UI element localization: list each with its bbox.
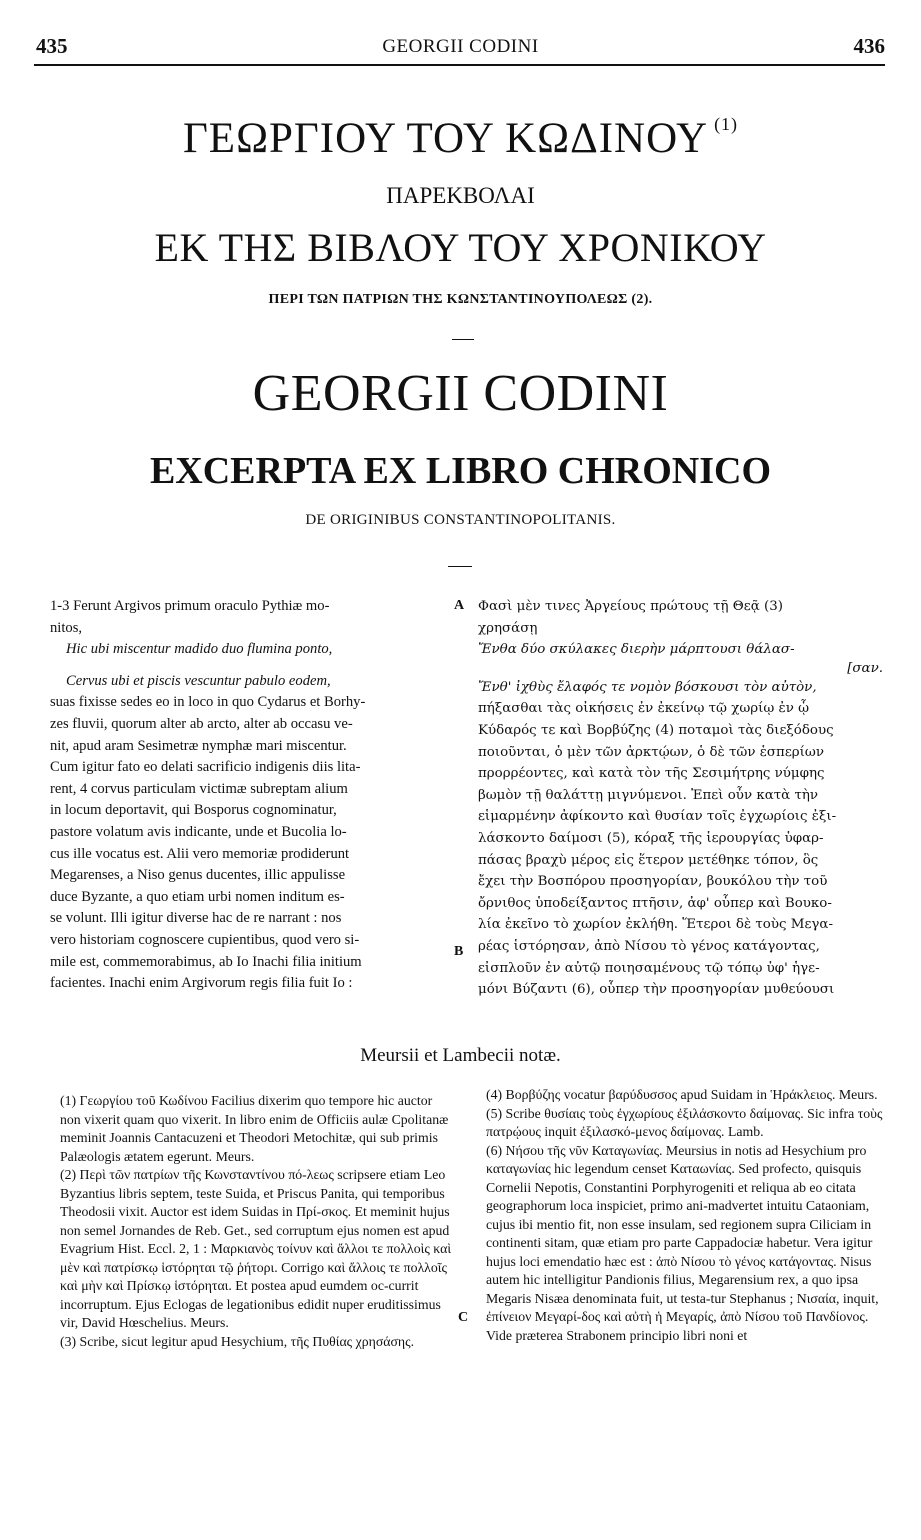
notes-heading: Meursii et Lambecii notæ. <box>360 1045 561 1066</box>
text-line: εἰσπλοῦν ἐν αὐτῷ ποιησαμένους τῷ τόπῳ ὑφ' ἡγε- <box>478 960 820 976</box>
text-line: πάσας βραχὺ μέρος εἰς ἕτερον μετέθηκε τόπον, ὃς <box>478 852 819 868</box>
greek-title-2: ΕΚ ΤΗΣ ΒΙΒΛΟΥ ΤΟΥ ΧΡΟΝΙΚΟΥ <box>154 225 767 270</box>
text-line: ἔχει τὴν Βοσπόρου προσηγορίαν, βουκόλου τὴν τοῦ <box>478 874 828 890</box>
divider-dash <box>452 339 474 340</box>
text-line: ὄρνιθος ὑποδείξαντος πτῆσιν, ἀφ' οὗπερ καὶ Βουκο- <box>478 895 832 911</box>
text-line: mile est, commemorabimus, ab Io Inachi filia initium <box>50 953 362 970</box>
verse-line: Cervus ubi et piscis vescuntur pabulo eodem, <box>66 672 331 689</box>
text-line: βωμὸν τῇ θαλάττῃ μιγνύμενοι. Ἐπεὶ οὖν κατὰ τὴν <box>478 787 819 803</box>
text-line: Κύδαρός τε καὶ Βορβύζης (4) ποταμοὶ τὰς διεξόδους <box>478 722 834 738</box>
latin-text-column <box>50 596 447 995</box>
text-line: cus ille vocatus est. Alii vero memoriæ prodiderunt <box>50 845 350 862</box>
margin-letter-c: C <box>458 1310 469 1325</box>
footnote: (1) Γεωργίου τοῦ Κωδίνου Facilius dixerim quo tempore hic auctor non vixerit quam quo vixerit. In libro enim de Officiis aulæ Cpolitanæ meminit Joannis Cantacuzeni et Theodori Metochitæ, qui sub primis Palæologis ætatem egerunt. Meurs. <box>60 1093 449 1164</box>
text-line: λάσκοντο δαίμοσι (5), κόραξ τῆς ἱερουργίας ὑφαρ- <box>478 830 824 846</box>
text-line: in locum deportavit, qui Bosporus cognominatur, <box>50 802 337 819</box>
text-line: 1-3 Ferunt Argivos primum oraculo Pythiæ mo- <box>50 598 330 614</box>
greek-text-column <box>478 596 883 1001</box>
latin-subtitle: DE ORIGINIBUS CONSTANTINOPOLITANIS. <box>305 512 616 528</box>
text-line: vero historiam cognoscere cupientibus, quod vero si- <box>50 931 360 948</box>
verse-line: Hic ubi miscentur madido duo flumina ponto, <box>66 641 333 658</box>
text-line: ρέας ἱστόρησαν, ἀπὸ Νίσου τὸ γένος κατάγοντας, <box>478 938 820 954</box>
text-line: μόνι Βύζαντι (6), οὗπερ τὴν προσηγορίαν μυθεύουσι <box>478 982 835 998</box>
text-line: εἱμαρμένην ἀφίκοντο καὶ θυσίαν τοῖς ἐγχωρίοις ἐξι- <box>478 809 837 825</box>
footnote: (5) Scribe θυσίαις τοὺς ἐγχωρίους ἐξιλάσκοντο δαίμονας. Sic infra τοὺς πατρῴους inquit ἐξιλασκό-μενος δαίμονας. Lamb. <box>486 1105 883 1139</box>
footnote: (4) Βορβύζης vocatur βαρύδυσσος apud Suidam in Ἡράκλειος. Meurs. <box>486 1087 878 1102</box>
right-page-number: 436 <box>853 34 885 58</box>
greek-subtitle-2: ΠΕΡΙ ΤΩΝ ΠΑΤΡΙΩΝ ΤΗΣ ΚΩΝΣΤΑΝΤΙΝΟΥΠΟΛΕΩΣ (2). <box>268 292 653 307</box>
text-line: Megarenses, a Niso genus ducentes, illic appulisse <box>50 867 346 884</box>
margin-letter-b: B <box>454 944 464 959</box>
text-line: ποιοῦνται, ὁ μὲν τῶν ἀρκτῴων, ὁ δὲ τῶν ἑσπερίων <box>478 744 824 760</box>
verse-gap <box>50 661 447 671</box>
text-line: λία ἐκεῖνο τὸ χωρίον ἐκλήθη. Ἕτεροι δὲ τοὺς Μεγα- <box>478 917 833 933</box>
running-title: GEORGII CODINI <box>382 36 539 57</box>
text-line: nit, apud aram Sesimetræ nymphæ mari miscentur. <box>50 737 347 754</box>
greek-title-footnote-ref: (1) <box>714 114 739 134</box>
text-line: se volunt. Illi igitur diverse hac de re narrant : nos <box>50 910 342 927</box>
text-line: προρρέοντες, καὶ κατὰ τὸν τῆς Σεσιμήτρης νύμφης <box>478 766 825 782</box>
text-line: pastore volatum avis indicante, unde et Bucolia lo- <box>50 823 347 840</box>
running-head <box>36 34 885 58</box>
latin-title-2: EXCERPTA EX LIBRO CHRONICO <box>149 450 772 492</box>
text-line: Φασὶ μὲν τινες Ἀργείους πρώτους τῇ Θεᾷ (3) <box>478 599 783 614</box>
greek-subtitle: ΠΑΡΕΚΒΟΛΑΙ <box>386 183 535 208</box>
text-line: Cum igitur fato eo delati sacrificio indigenis diis lita- <box>50 759 361 776</box>
text-line: πήξασθαι τὰς οἰκήσεις ἐν ἐκείνῳ τῷ χωρίῳ ἐν ᾧ <box>478 701 810 717</box>
verse-line: Ἔνθ' ἰχθὺς ἔλαφός τε νομὸν βόσκουσι τὸν αὐτὸν, <box>478 679 817 695</box>
footnote: (6) Νήσου τῆς νῦν Καταγωνίας. Meursius in notis ad Hesychium pro καταγωνίας hic legendum censet Καταωνίας. Sed profecto, quisquis Cornelii Nepotis, Constantini Porphyrogeniti et reliqua ab eo citata geographorum loca inspiciet, primo ani-madvertet intuitu Cataoniam, cujus ibi mentio fit, non esse insulam, sed regionem supra Ciliciam in continenti sitam, quæ etiam pro parte Cappadociæ habetur. Vera igitur hujus loci emendatio hæc est : ἀπὸ Νίσου τὸ γένος κατάγοντας. Nisus autem hic intelligitur Pandionis filius, Megarensium rex, a quo ipsa Megaris Nisæa denominata fuit, ut testa-tur Stephanus ; Νισαία, inquit, ἐπίνειον Μεγαρί-δος καὶ αὐτὴ ἡ Μεγαρίς, ἀπὸ Νίσου τοῦ Πανδίονος. Vide præterea Strabonem principio libri noni et <box>486 1142 879 1343</box>
greek-title <box>0 115 921 160</box>
verse-continuation: [σαν. <box>847 660 883 676</box>
text-line: facientes. Inachi enim Argivorum regis filia fuit Io : <box>50 975 353 992</box>
notes-right-column <box>486 1086 886 1345</box>
notes-left-column <box>60 1092 452 1351</box>
text-line: zes fluvii, quorum alter ab arcto, alter ab occasu ve- <box>50 715 353 732</box>
text-line: duce Byzante, a quo etiam urbi nomen inditum es- <box>50 888 345 905</box>
verse-line: Ἔνθα δύο σκύλακες διερὴν μάρπτουσι θάλασ- <box>478 642 795 658</box>
text-line: nitos, <box>50 619 83 636</box>
header-rule <box>34 64 885 66</box>
greek-title-text: ΓΕΩΡΓΙΟΥ ΤΟΥ ΚΩΔΙΝΟΥ <box>182 115 709 162</box>
text-line: χρησάσῃ <box>478 620 538 636</box>
divider-dash <box>448 566 472 567</box>
margin-letter-a: A <box>454 598 465 613</box>
footnote: (3) Scribe, sicut legitur apud Hesychium, τῆς Πυθίας χρησάσης. <box>60 1333 415 1349</box>
latin-title: GEORGII CODINI <box>252 365 669 422</box>
left-page-number: 435 <box>36 34 68 58</box>
text-line: suas fixisse sedes eo in loco in quo Cydarus et Borhy- <box>50 694 366 711</box>
text-line: rent, 4 corvus particulam victimæ subreptam alium <box>50 780 348 797</box>
footnote: (2) Περὶ τῶν πατρίων τῆς Κωνσταντίνου πό-λεως scripsere etiam Leo Byzantius libris septem, teste Suida, et Priscus Panita, qui temporibus Theodosii vixit. Auctor est idem Suidas in Πρί-σκος. Et meminit hujus non semel Jornandes de Reb. Get., sed corruptum ejus nomen est apud Evagrium Hist. Eccl. 2, 1 : Μαρκιανὸς τοίνυν καὶ ἄλλοι τε πολλοὶς καὶ μὲν καὶ πατρίσκῳ ἱστόρηται τῷ ῥήτορι. Corrigo καὶ ἄλλοις τε πολλοῖς καὶ μὴν καὶ Πρίσκῳ ἱστόρηται. Et postea apud eumdem oc-currit incorruptum. Ejus Eclogas de legationibus edidit nuper eruditissimus vir, David Hœschelius. Meurs. <box>60 1167 452 1330</box>
